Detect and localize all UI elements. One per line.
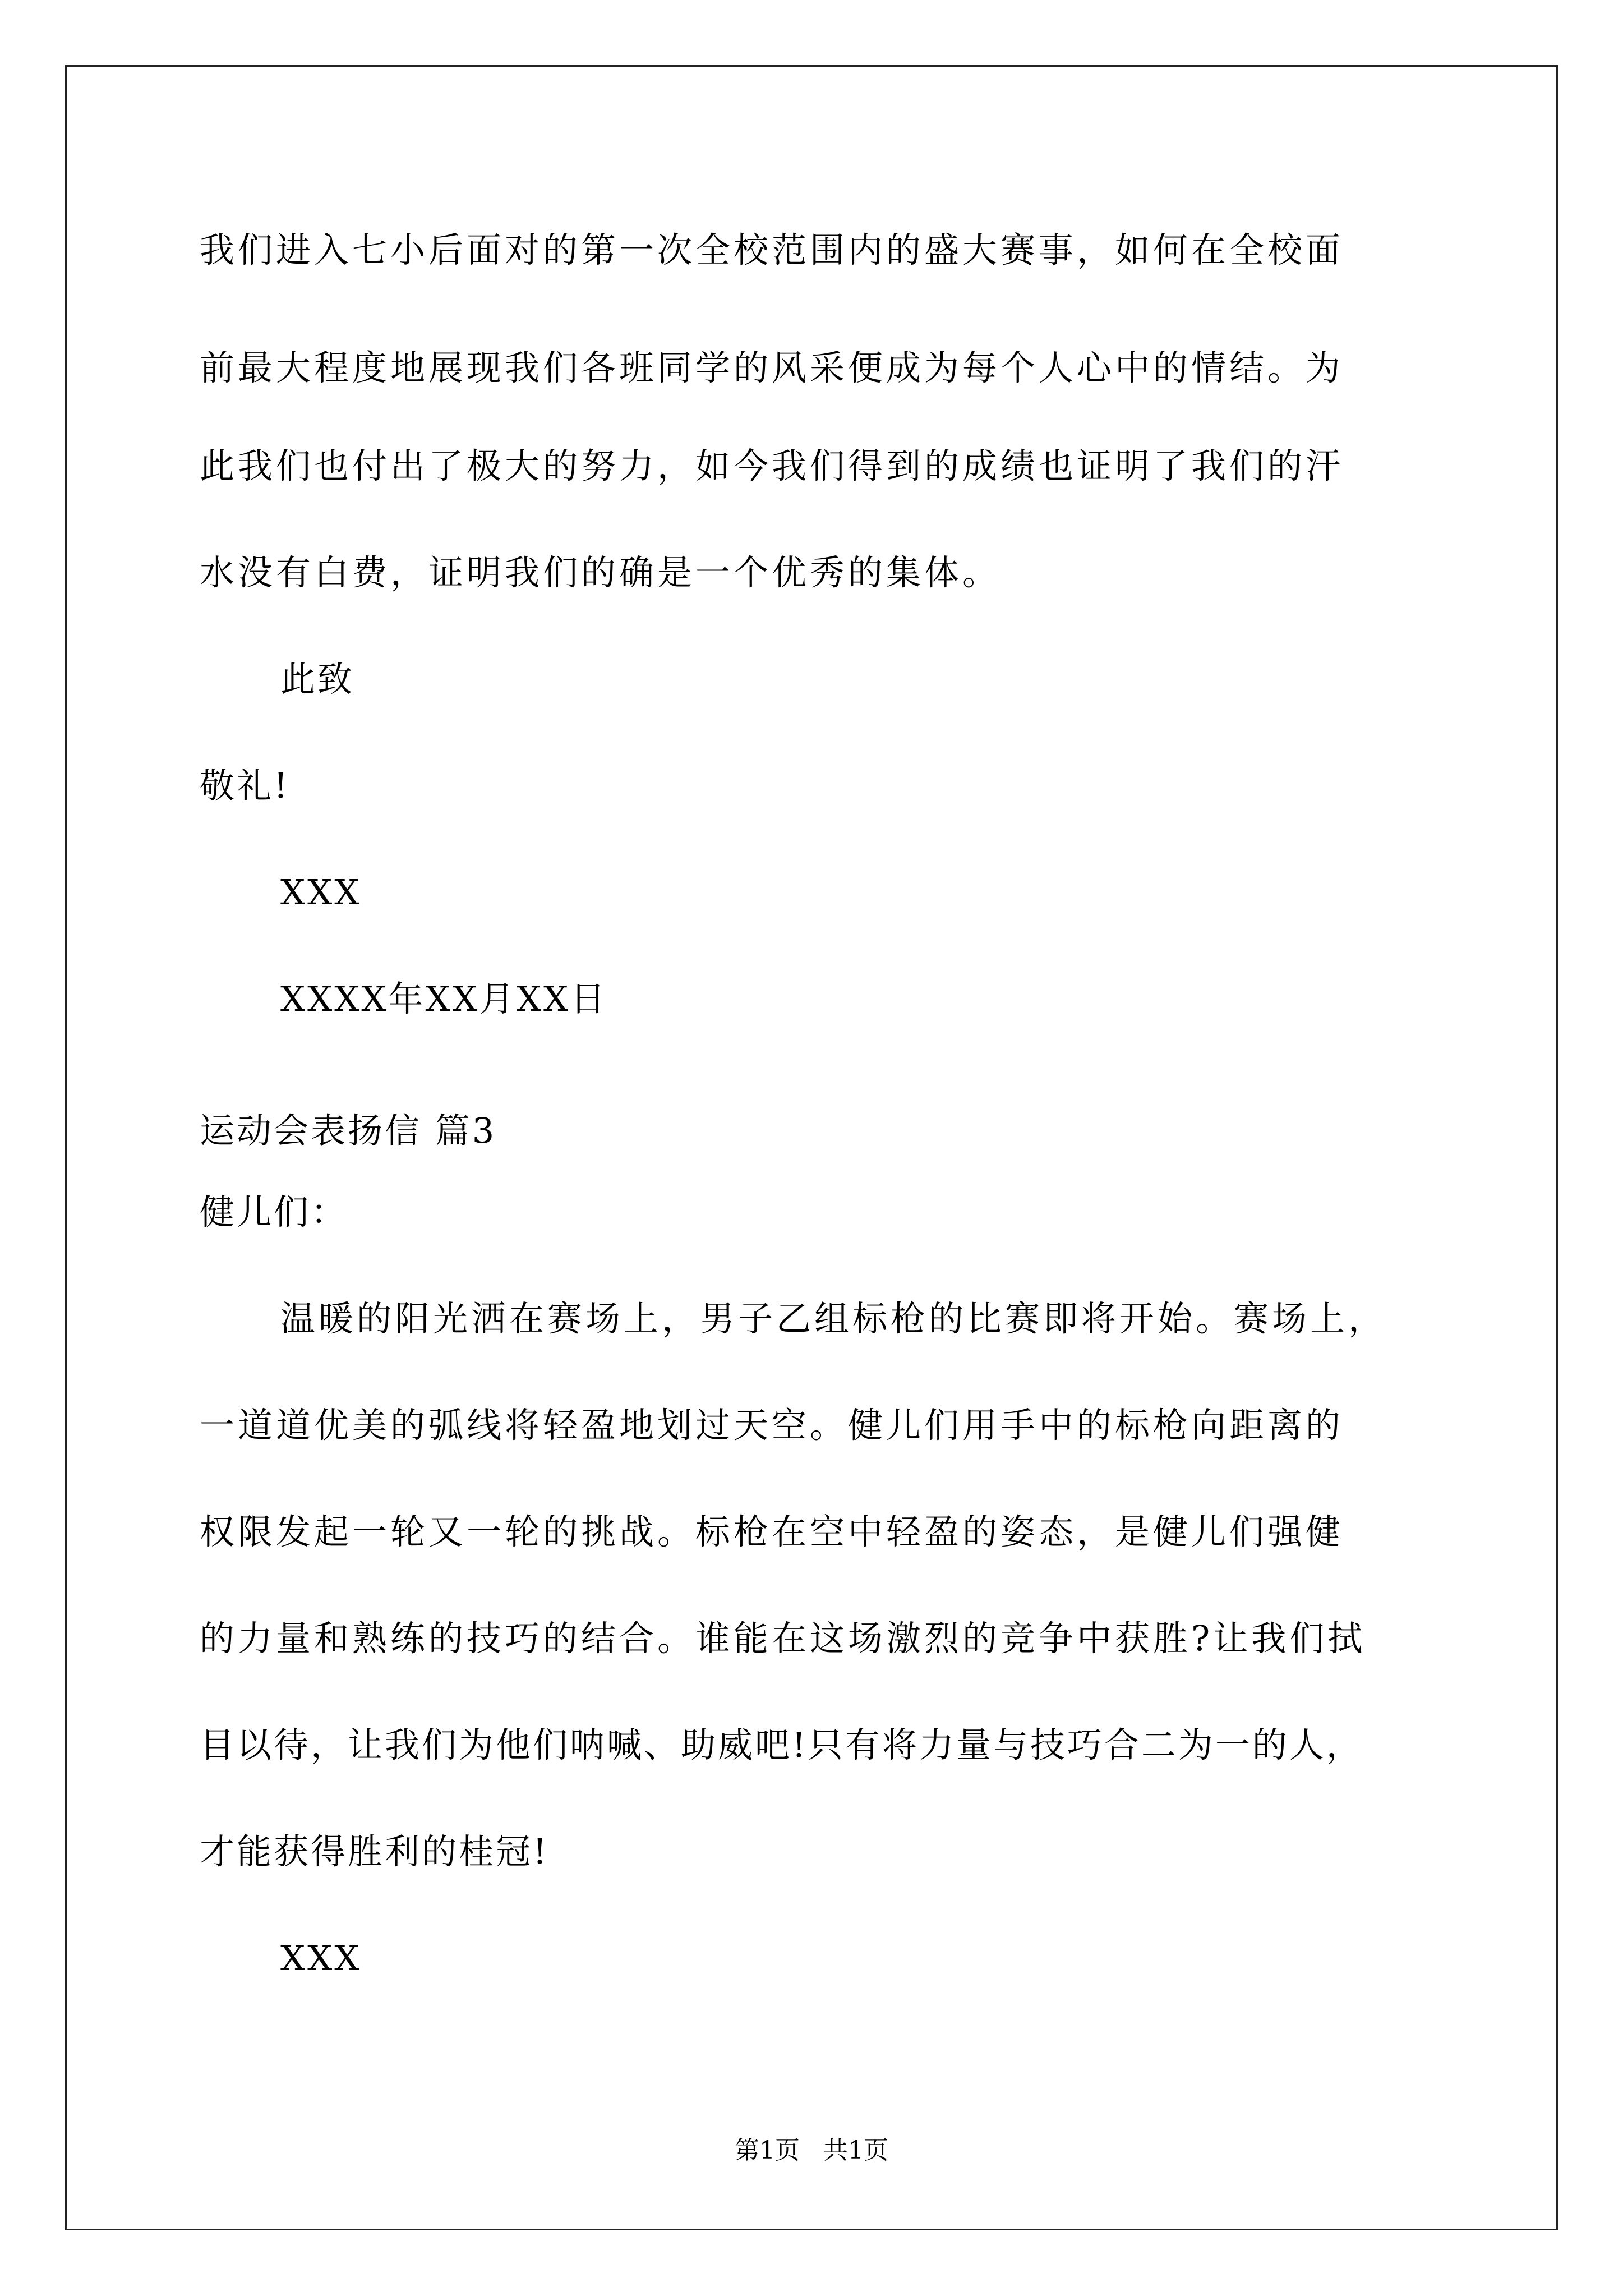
paragraph-2-line-4: 的力量和熟练的技巧的结合。谁能在这场激烈的竞争中获胜?让我们拭 <box>200 1618 1366 1659</box>
closing-regards: 敬礼! <box>200 765 290 806</box>
page-footer: 第1页 共1页 <box>735 2136 888 2165</box>
signature-1: XXX <box>280 872 362 913</box>
date-line: XXXX年XX月XX日 <box>280 978 608 1019</box>
section-title: 运动会表扬信 篇3 <box>200 1110 497 1151</box>
paragraph-1-line-1: 我们进入七小后面对的第一次全校范围内的盛大赛事，如何在全校面 <box>200 229 1344 270</box>
closing-salutation: 此致 <box>280 659 355 700</box>
paragraph-1-line-4: 水没有白费，证明我们的确是一个优秀的集体。 <box>200 552 1001 593</box>
greeting: 健儿们： <box>200 1191 348 1232</box>
signature-2: XXX <box>280 1938 362 1978</box>
paragraph-2-line-3: 权限发起一轮又一轮的挑战。标枪在空中轻盈的姿态，是健儿们强健 <box>200 1511 1344 1552</box>
paragraph-2-line-5: 目以待，让我们为他们呐喊、助威吧!只有将力量与技巧合二为一的人， <box>200 1724 1363 1765</box>
paragraph-1-line-2: 前最大程度地展现我们各班同学的风采便成为每个人心中的情结。为 <box>200 347 1344 388</box>
paragraph-2-line-2: 一道道优美的弧线将轻盈地划过天空。健儿们用手中的标枪向距离的 <box>200 1405 1344 1446</box>
paragraph-2-line-1: 温暖的阳光洒在赛场上，男子乙组标枪的比赛即将开始。赛场上， <box>280 1298 1387 1339</box>
paragraph-2-line-6: 才能获得胜利的桂冠! <box>200 1831 549 1872</box>
paragraph-1-line-3: 此我们也付出了极大的努力，如今我们得到的成绩也证明了我们的汗 <box>200 445 1344 486</box>
